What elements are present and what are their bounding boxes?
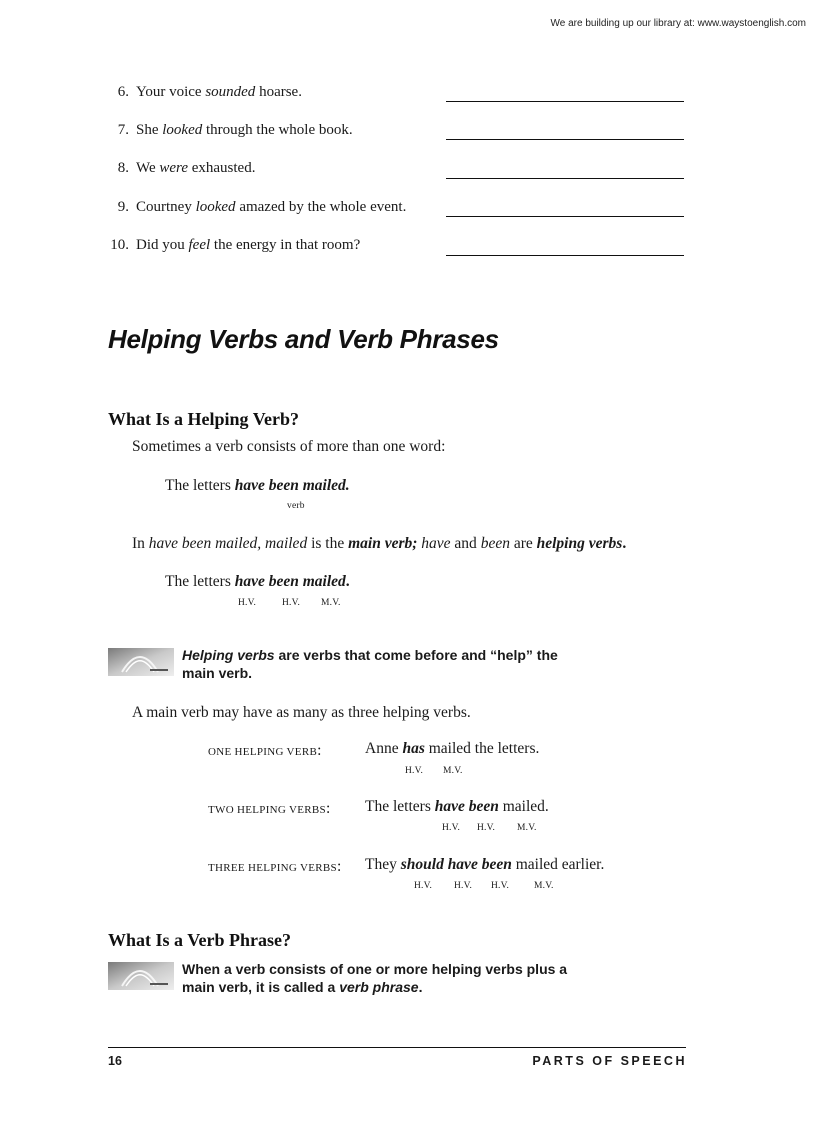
tip-text: . <box>418 979 423 995</box>
hv-mark: H.V. <box>282 598 301 608</box>
exercise-sentence <box>136 237 360 254</box>
label-text: ONE HELPING VERB <box>208 746 318 758</box>
term-main-verb: main verb; <box>348 535 418 552</box>
exercise-number: 9. <box>117 199 129 215</box>
hv-mark: H.V. <box>405 766 424 776</box>
sentence-verb: feel <box>188 237 211 253</box>
label-text: THREE HELPING VERBS <box>208 862 337 874</box>
tip-text: main verb, it is called a <box>182 979 340 995</box>
sentence-text: She <box>136 122 163 138</box>
section-title: Helping Verbs and Verb Phrases <box>108 324 499 354</box>
example-text: They <box>365 856 401 873</box>
watermark-text: We are building up our library at: www.waystoenglish.com <box>550 18 806 29</box>
answer-blank[interactable] <box>446 101 684 102</box>
exercise-number: 10. <box>110 237 129 253</box>
text: are <box>509 535 537 552</box>
tip-text: When a verb consists of one or more helping verbs plus a <box>182 961 568 977</box>
label-text: TWO HELPING VERBS <box>208 804 326 816</box>
example-verb: have been mailed <box>234 573 346 590</box>
exercise-number: 8. <box>117 160 129 176</box>
tip-helping-verbs <box>182 646 558 682</box>
sentence-text: hoarse. <box>255 84 302 100</box>
example-sentence <box>165 573 350 591</box>
sentence-verb: were <box>159 160 188 176</box>
sentence-text: Courtney <box>136 199 196 215</box>
label-colon: : <box>317 742 322 759</box>
tip-verb-phrase <box>182 960 567 996</box>
text-italic: been <box>480 535 510 552</box>
sentence-text: through the whole book. <box>202 122 353 138</box>
mv-mark: M.V. <box>321 598 341 608</box>
example-verb: have been <box>434 798 499 815</box>
term-helping-verbs: helping verbs <box>536 535 623 552</box>
example-verb: have been mailed. <box>234 477 350 494</box>
tip-term: Helping verbs <box>182 647 275 663</box>
row-example <box>365 798 549 816</box>
sentence-text: amazed by the whole event. <box>235 199 407 215</box>
row-label <box>208 742 321 760</box>
example-text: . <box>345 573 350 590</box>
page-number: 16 <box>108 1054 122 1068</box>
text: and <box>450 535 481 552</box>
exercise-number: 7. <box>117 122 129 138</box>
subheading-helping-verb: What Is a Helping Verb? <box>108 409 300 429</box>
sentence-verb: sounded <box>205 84 256 100</box>
example-text: mailed earlier. <box>511 856 605 873</box>
example-text: mailed the letters. <box>424 740 540 757</box>
hv-mark: H.V. <box>477 823 496 833</box>
mv-mark: M.V. <box>443 766 463 776</box>
mv-mark: M.V. <box>517 823 537 833</box>
intro-text: Sometimes a verb consists of more than one word: <box>132 438 446 455</box>
sentence-verb: looked <box>162 122 203 138</box>
label-colon: : <box>325 800 331 817</box>
text-italic: have <box>421 535 451 552</box>
tip-text: are verbs that come before and “help” the <box>274 647 558 663</box>
answer-blank[interactable] <box>446 178 684 179</box>
subheading-verb-phrase: What Is a Verb Phrase? <box>108 930 292 950</box>
row-example <box>365 856 604 874</box>
row-label <box>208 858 341 876</box>
example-text: The letters <box>165 477 235 494</box>
footer-rule <box>108 1047 686 1048</box>
tip-text: main verb. <box>182 665 253 681</box>
hv-mark: H.V. <box>491 881 510 891</box>
answer-blank[interactable] <box>446 255 684 256</box>
example-text: The letters <box>165 573 235 590</box>
hv-mark: H.V. <box>454 881 473 891</box>
sentence-text: We <box>136 160 160 176</box>
book-icon <box>108 962 174 990</box>
example-sentence <box>165 477 350 495</box>
hv-mark: H.V. <box>414 881 433 891</box>
max-note-text: A main verb may have as many as three helping verbs. <box>132 704 471 721</box>
running-footer: PARTS OF SPEECH <box>532 1054 687 1068</box>
sentence-text: the energy in that room? <box>210 237 361 253</box>
text: is the <box>307 535 349 552</box>
label-colon: : <box>336 858 342 875</box>
verb-label: verb <box>287 501 305 511</box>
exercise-sentence <box>136 199 406 216</box>
exercise-sentence <box>136 84 302 101</box>
sentence-verb: looked <box>195 199 236 215</box>
example-text: Anne <box>365 740 403 757</box>
example-verb: should have been <box>400 856 512 873</box>
answer-blank[interactable] <box>446 139 684 140</box>
row-example <box>365 740 539 758</box>
text: . <box>622 535 627 552</box>
explanation-text <box>132 535 626 553</box>
exercise-sentence <box>136 160 255 177</box>
sentence-text: exhausted. <box>187 160 256 176</box>
example-verb: has <box>402 740 425 757</box>
mv-mark: M.V. <box>534 881 554 891</box>
answer-blank[interactable] <box>446 216 684 217</box>
sentence-text: Did you <box>136 237 189 253</box>
exercise-number: 6. <box>117 84 129 100</box>
sentence-text: Your voice <box>136 84 206 100</box>
tip-term: verb phrase <box>339 979 419 995</box>
example-text: The letters <box>365 798 435 815</box>
hv-mark: H.V. <box>238 598 257 608</box>
hv-mark: H.V. <box>442 823 461 833</box>
row-label <box>208 800 330 818</box>
book-icon <box>108 648 174 676</box>
text: In <box>132 535 149 552</box>
text-italic: have been mailed, mailed <box>148 535 308 552</box>
exercise-sentence <box>136 122 353 139</box>
example-text: mailed. <box>498 798 549 815</box>
